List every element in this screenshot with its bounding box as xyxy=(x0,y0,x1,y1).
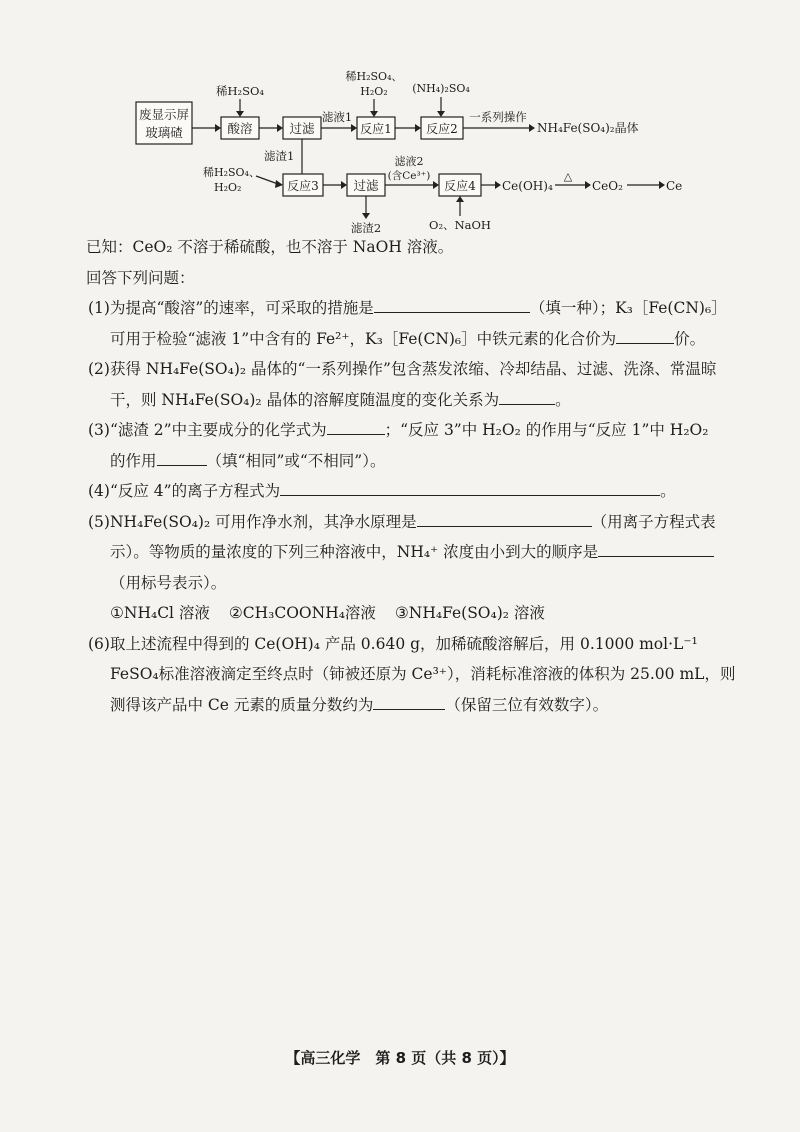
q1-text-a: (1)为提高“酸溶”的速率，可采取的措施是 xyxy=(88,299,374,317)
ceo2-label: CeO₂ xyxy=(592,179,623,193)
waste-label-1: 废显示屏 xyxy=(138,107,190,122)
acid-dissolve-box: 酸溶 xyxy=(227,121,253,136)
reagent-r4: O₂、NaOH xyxy=(429,218,491,232)
q4-text-a: (4)“反应 4”的离子方程式为 xyxy=(88,482,281,500)
q3-text-b: ；“反应 3”中 H₂O₂ 的作用与“反应 1”中 H₂O₂ xyxy=(384,421,709,439)
ce-label: Ce xyxy=(666,179,683,193)
question-body xyxy=(86,232,736,720)
process-flow-diagram xyxy=(0,0,800,240)
q3-text-c: 的作用 xyxy=(110,451,157,470)
q6-text-b: FeSO₄标准溶液滴定至终点时（铈被还原为 Ce³⁺），消耗标准溶液的体积为 25.00 mL，则 xyxy=(110,665,736,683)
question-6-cont xyxy=(86,659,736,690)
q3-text-a: (3)“滤渣 2”中主要成分的化学式为 xyxy=(88,421,327,439)
question-5-cont2 xyxy=(86,568,736,599)
waste-label-2: 玻璃碴 xyxy=(145,125,183,140)
option-2: ②CH₃COONH₄溶液 xyxy=(228,604,376,622)
question-4 xyxy=(86,476,736,507)
answer-blank-q5-order[interactable] xyxy=(598,538,714,557)
reagent-r1-line2: H₂O₂ xyxy=(360,85,388,98)
reagent-r3-line2: H₂O₂ xyxy=(214,181,242,194)
filtrate1-label: 滤液1 xyxy=(321,110,353,124)
question-6 xyxy=(86,629,736,660)
answer-blank-q5-principle[interactable] xyxy=(417,508,592,527)
answer-blank-q6[interactable] xyxy=(373,691,445,710)
q2-text-b: 干，则 NH₄Fe(SO₄)₂ 晶体的溶解度随温度的变化关系为 xyxy=(110,390,500,409)
q5-text-c: 示）。等物质的量浓度的下列三种溶液中，NH₄⁺ 浓度由小到大的顺序是 xyxy=(110,543,599,561)
question-1-cont xyxy=(86,324,736,355)
filtrate2-label-1: 滤液2 xyxy=(394,155,424,168)
filter-box-2: 过滤 xyxy=(353,178,379,193)
q1-text-c: 可用于检验“滤液 1”中含有的 Fe²⁺，K₃［Fe(CN)₆］中铁元素的化合价为 xyxy=(110,329,617,348)
question-5-cont xyxy=(86,537,736,568)
series-ops-label: 一系列操作 xyxy=(469,110,527,124)
page-footer: 【高三化学 第 8 页（共 8 页）】 xyxy=(285,1049,515,1067)
answer-blank-q1-measure[interactable] xyxy=(374,294,530,313)
q2-text-a: (2)获得 NH₄Fe(SO₄)₂ 晶体的“一系列操作”包含蒸发浓缩、冷却结晶、过滤、洗涤、常温晾 xyxy=(88,360,717,378)
prompt: 回答下列问题： xyxy=(86,268,195,287)
answer-blank-q1-valence[interactable] xyxy=(616,325,674,344)
filtrate2-label-2: (含Ce³⁺) xyxy=(387,170,431,182)
reagent-r2: (NH₄)₂SO₄ xyxy=(412,82,470,95)
q5-text-b: （用离子方程式表 xyxy=(591,512,716,531)
q2-text-c: 。 xyxy=(555,390,571,409)
reaction1-box: 反应1 xyxy=(360,122,392,136)
reagent-r1-line1: 稀H₂SO₄、 xyxy=(345,70,403,83)
question-6-cont2 xyxy=(86,690,736,721)
q5-text-a: (5)NH₄Fe(SO₄)₂ 可用作净水剂，其净水原理是 xyxy=(88,512,417,531)
reagent-r3-line1: 稀H₂SO₄、 xyxy=(203,166,260,179)
question-3-cont xyxy=(86,446,736,477)
question-5 xyxy=(86,507,736,538)
acid-label: 稀H₂SO₄ xyxy=(215,84,265,98)
known-condition: 已知：CeO₂ 不溶于稀硫酸，也不溶于 NaOH 溶液。 xyxy=(86,238,454,256)
question-2 xyxy=(86,354,736,385)
option-3: ③NH₄Fe(SO₄)₂ 溶液 xyxy=(394,604,545,622)
option-1: ①NH₄Cl 溶液 xyxy=(110,604,210,622)
residue2-label: 滤渣2 xyxy=(350,221,382,235)
q1-text-b: （填一种）；K₃［Fe(CN)₆］ xyxy=(529,299,727,317)
question-2-cont xyxy=(86,385,736,416)
answer-blank-q4[interactable] xyxy=(280,477,660,496)
answer-blank-q2[interactable] xyxy=(499,386,555,405)
answer-blank-q3-formula[interactable] xyxy=(327,416,385,435)
product-label: NH₄Fe(SO₄)₂晶体 xyxy=(537,121,639,135)
q6-text-d: （保留三位有效数字）。 xyxy=(445,695,609,714)
answer-blank-q3-same[interactable] xyxy=(157,447,207,466)
reaction4-box: 反应4 xyxy=(444,179,476,193)
q5-text-d: （用标号表示）。 xyxy=(110,573,227,592)
question-1 xyxy=(86,293,736,324)
q6-text-c: 测得该产品中 Ce 元素的质量分数约为 xyxy=(110,695,374,714)
ceoh4-label: Ce(OH)₄ xyxy=(502,179,553,193)
q4-text-b: 。 xyxy=(660,482,676,500)
question-5-options xyxy=(86,598,736,629)
filter-box-1: 过滤 xyxy=(289,121,315,136)
q3-text-d: （填“相同”或“不相同”）。 xyxy=(206,451,386,470)
q6-text-a: (6)取上述流程中得到的 Ce(OH)₄ 产品 0.640 g，加稀硫酸溶解后，用 0.1000 mol·L⁻¹ xyxy=(88,634,698,653)
q1-text-d: 价。 xyxy=(674,329,706,348)
question-3 xyxy=(86,415,736,446)
reaction2-box: 反应2 xyxy=(426,122,458,136)
residue1-label: 滤渣1 xyxy=(264,149,295,163)
reaction3-box: 反应3 xyxy=(287,179,319,193)
heat-symbol: △ xyxy=(563,170,573,183)
